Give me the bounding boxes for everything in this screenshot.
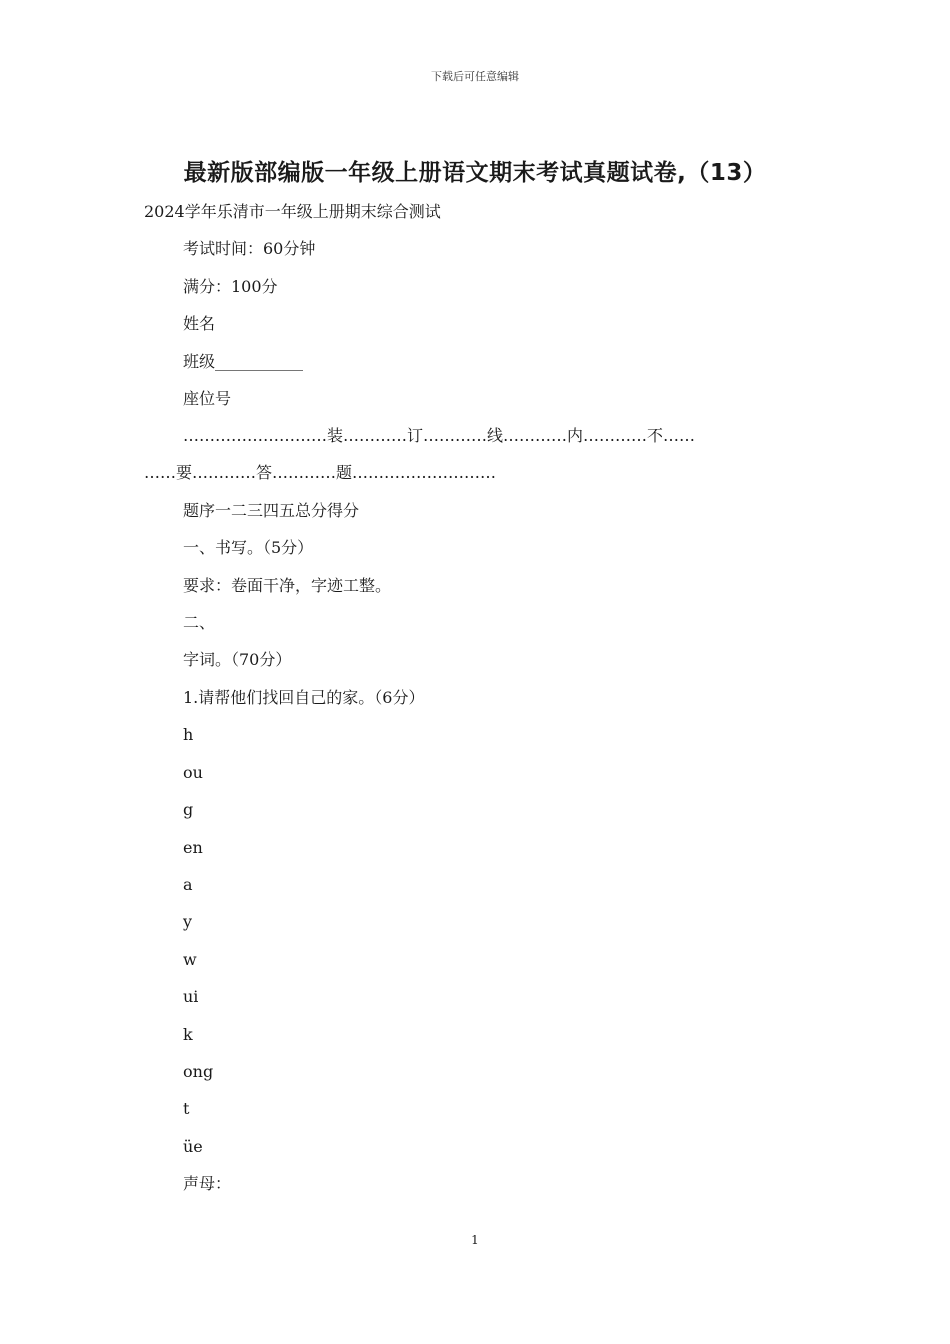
- words-heading: 字词。（70分）: [183, 650, 292, 669]
- score-table-header: 题序一二三四五总分得分: [183, 501, 360, 520]
- header-note: 下载后可任意编辑: [431, 70, 519, 83]
- document-title: 最新版部编版一年级上册语文期末考试真题试卷,（13）: [183, 160, 767, 186]
- exam-time: 考试时间：60分钟: [183, 239, 316, 258]
- class-field: 班级___________: [183, 352, 304, 371]
- pinyin-item: w: [183, 950, 197, 969]
- full-score: 满分：100分: [183, 277, 278, 296]
- binding-line-1: ………………………装…………订…………线…………内…………不……: [183, 426, 696, 445]
- pinyin-item: ui: [183, 987, 199, 1006]
- pinyin-item: a: [183, 875, 193, 894]
- pinyin-item: h: [183, 725, 194, 744]
- seat-field: 座位号: [183, 389, 232, 408]
- page-number: 1: [471, 1233, 479, 1247]
- pinyin-item: üe: [183, 1137, 203, 1156]
- pinyin-item: k: [183, 1025, 193, 1044]
- initials-label: 声母：: [183, 1174, 232, 1193]
- pinyin-item: g: [183, 800, 194, 819]
- pinyin-item: y: [183, 912, 193, 931]
- name-field: 姓名: [183, 314, 216, 333]
- section-1-heading: 一、书写。（5分）: [183, 538, 314, 557]
- subtitle: 2024学年乐清市一年级上册期末综合测试: [144, 202, 441, 221]
- binding-line-2: ……要…………答…………题………………………: [144, 463, 497, 482]
- pinyin-item: ou: [183, 763, 203, 782]
- pinyin-item: t: [183, 1099, 190, 1118]
- question-1: 1.请帮他们找回自己的家。（6分）: [183, 688, 425, 707]
- pinyin-item: ong: [183, 1062, 214, 1081]
- pinyin-item: en: [183, 838, 203, 857]
- requirement-text: 要求：卷面干净，字迹工整。: [183, 576, 392, 595]
- section-2-heading: 二、: [183, 613, 216, 632]
